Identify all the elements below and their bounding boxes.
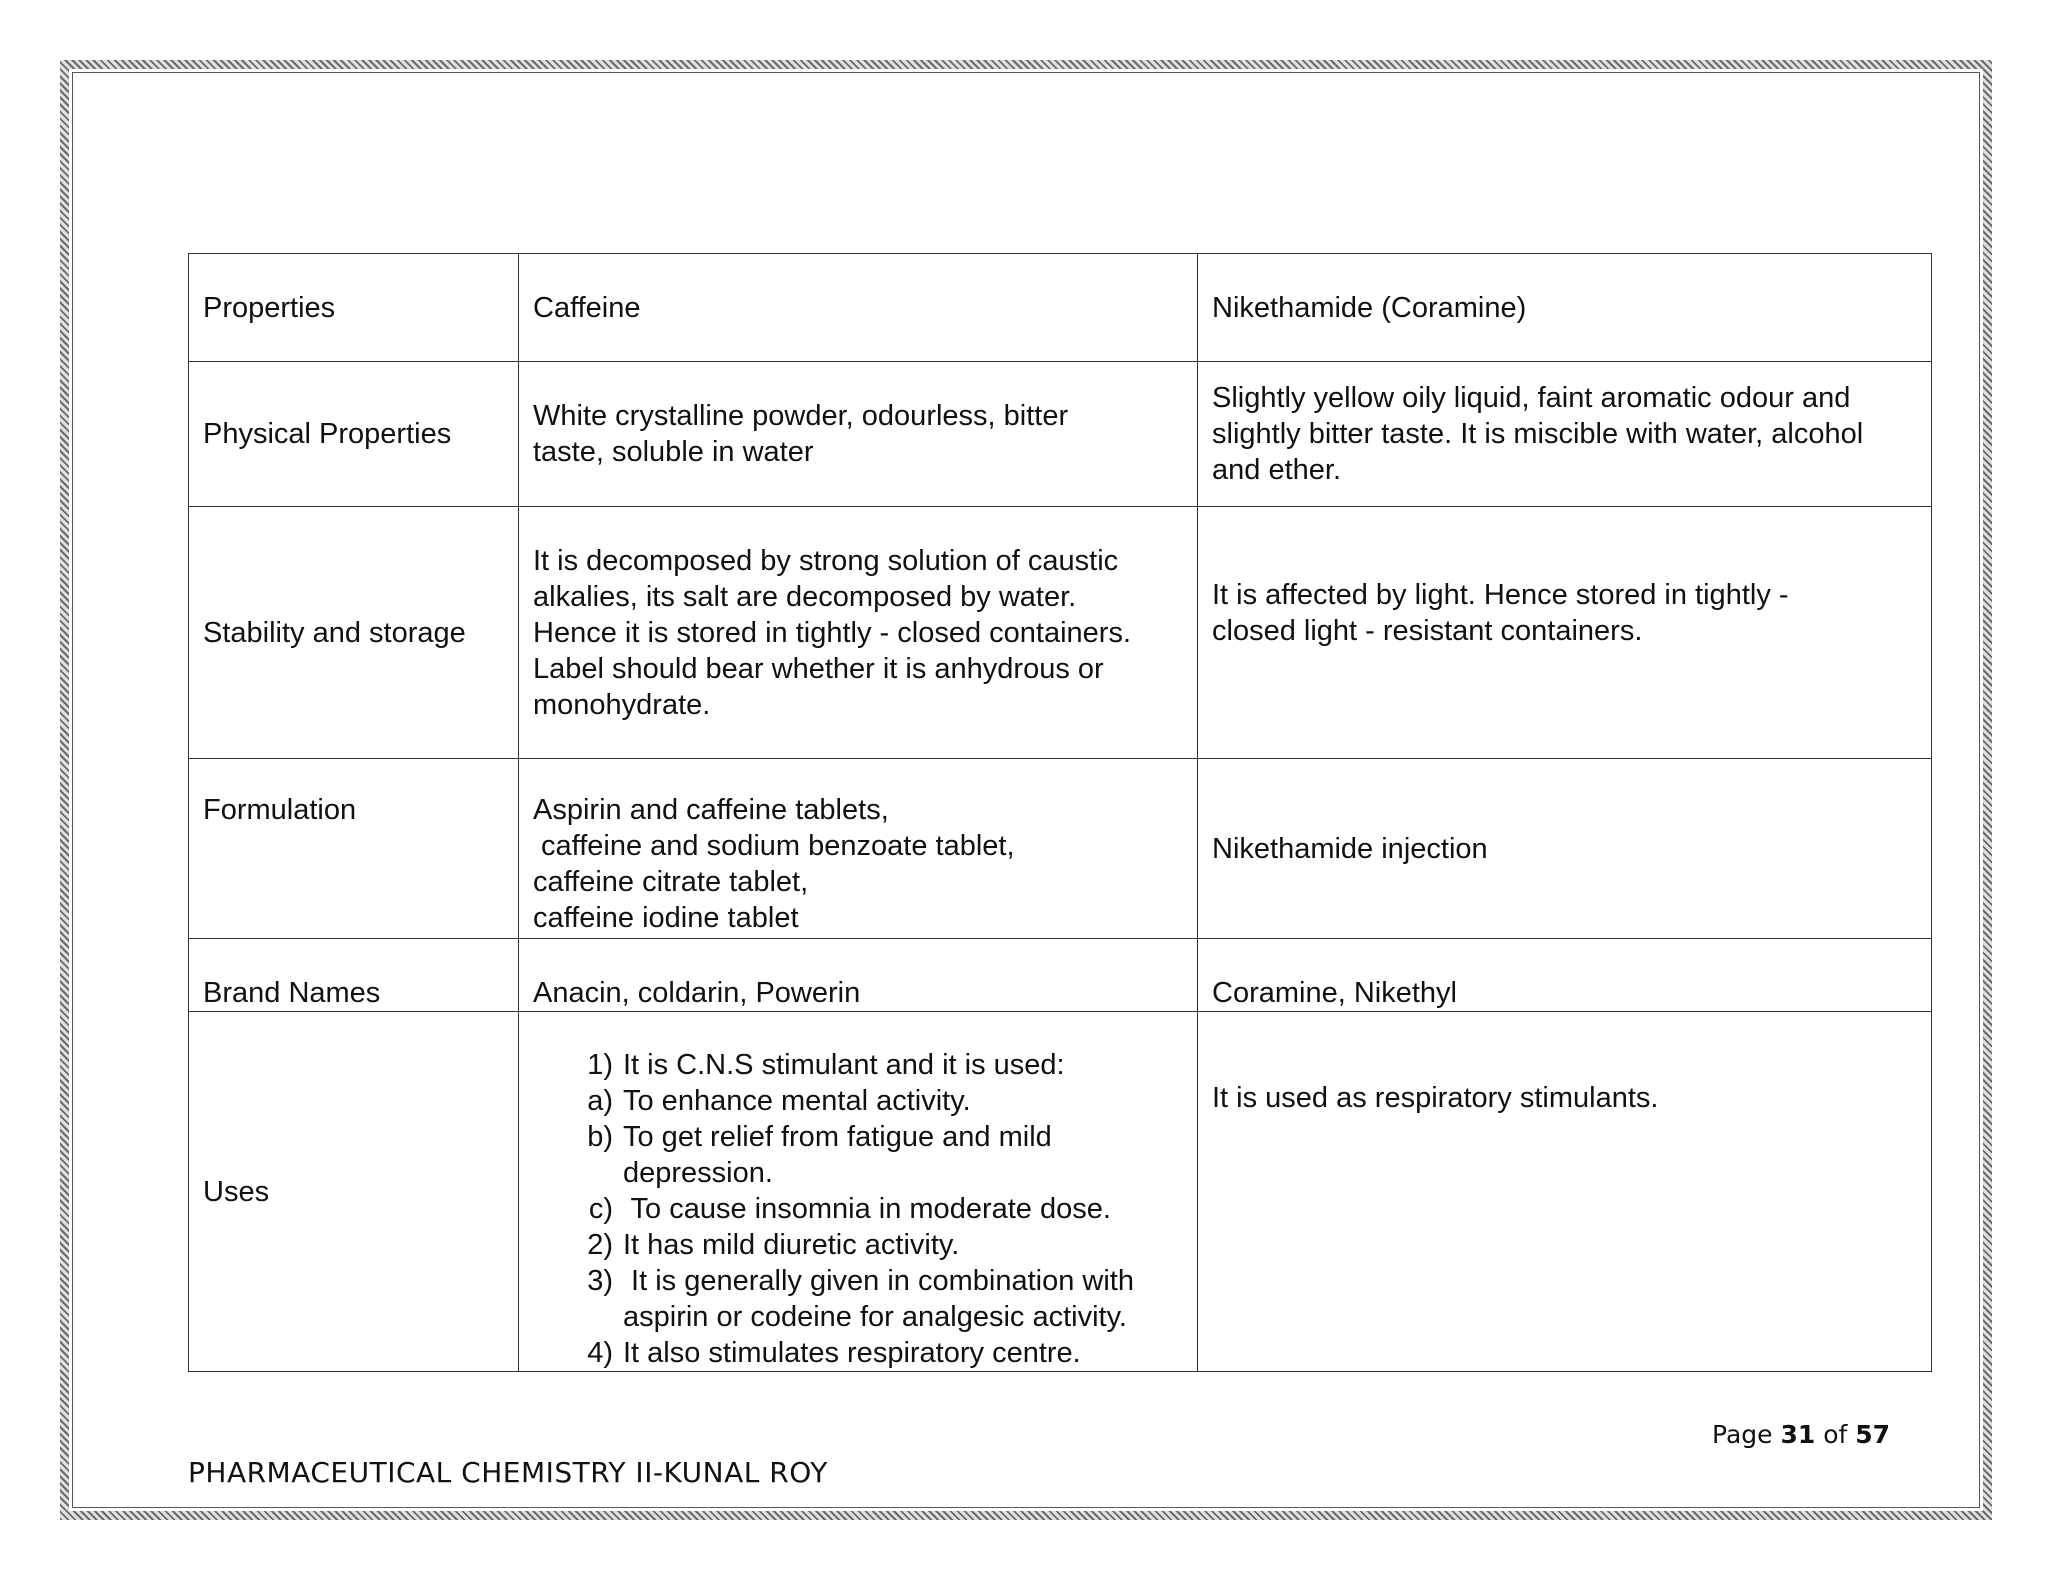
list-item: 1) It is C.N.S stimulant and it is used: [587,1049,1065,1081]
list-item: 4) It also stimulates respiratory centre. [587,1337,1081,1369]
table-row [189,507,1932,759]
table-row [189,759,1932,939]
properties-table [188,253,1932,1372]
table-row [189,1012,1932,1372]
row-label: Physical Properties [189,362,519,507]
row-label: Uses [189,1012,519,1372]
cell-text: Nikethamide injection [1212,832,1488,865]
row-label [189,759,519,939]
cell-text: Formulation [203,794,357,826]
caffeine-cell [519,362,1198,507]
cell-text: Aspirin and caffeine tablets, caffeine and sodium benzoate tablet, caffeine citrate tablet, caffeine iodine tablet [533,793,1015,934]
header-cell-caffeine: Caffeine [519,254,1198,362]
nikethamide-cell [1198,362,1932,507]
row-label: Stability and storage [189,507,519,759]
list-item: c) To cause insomnia in moderate dose. [588,1193,1111,1225]
caffeine-cell [519,759,1198,939]
cell-text: It is used as respiratory stimulants. [1212,1082,1659,1114]
nikethamide-cell: Coramine, Nikethyl [1198,939,1932,1012]
uses-list [533,1047,1183,1371]
table-row [189,362,1932,507]
list-item: b) To get relief from fatigue and mild [587,1121,1052,1153]
cell-text: It is decomposed by strong solution of caustic alkalies, its salt are decomposed by water. Hence it is stored in tightly - closed containers. Label should bear whether it is anhydrous or monohydrate. [533,544,1131,721]
list-item: 2) It has mild diuretic activity. [587,1229,960,1261]
cell-text: Slightly yellow oily liquid, faint aromatic odour and slightly bitter taste. It is miscible with water, alcohol and ether. [1212,382,1864,486]
footer-title: PHARMACEUTICAL CHEMISTRY II-KUNAL ROY [188,1456,828,1489]
nikethamide-cell [1198,759,1932,939]
cell-text: White crystalline powder, odourless, bitter taste, soluble in water [533,400,1069,468]
caffeine-cell: Anacin, coldarin, Powerin [519,939,1198,1012]
list-item: 3) It is generally given in combination with [587,1265,1134,1297]
table-header-row [189,254,1932,362]
table-row [189,939,1932,1012]
list-item: depression. [623,1157,773,1189]
header-cell-nikethamide: Nikethamide (Coramine) [1198,254,1932,362]
cell-text: It is affected by light. Hence stored in tightly - closed light - resistant containers. [1212,579,1789,647]
nikethamide-cell [1198,1012,1932,1372]
row-label: Brand Names [189,939,519,1012]
caffeine-cell [519,507,1198,759]
page-number: Page 31 of 57 [1712,1420,1891,1449]
header-cell-properties: Properties [189,254,519,362]
list-item: a) To enhance mental activity. [587,1085,971,1117]
nikethamide-cell [1198,507,1932,759]
list-item: aspirin or codeine for analgesic activity. [623,1301,1127,1333]
caffeine-cell [519,1012,1198,1372]
